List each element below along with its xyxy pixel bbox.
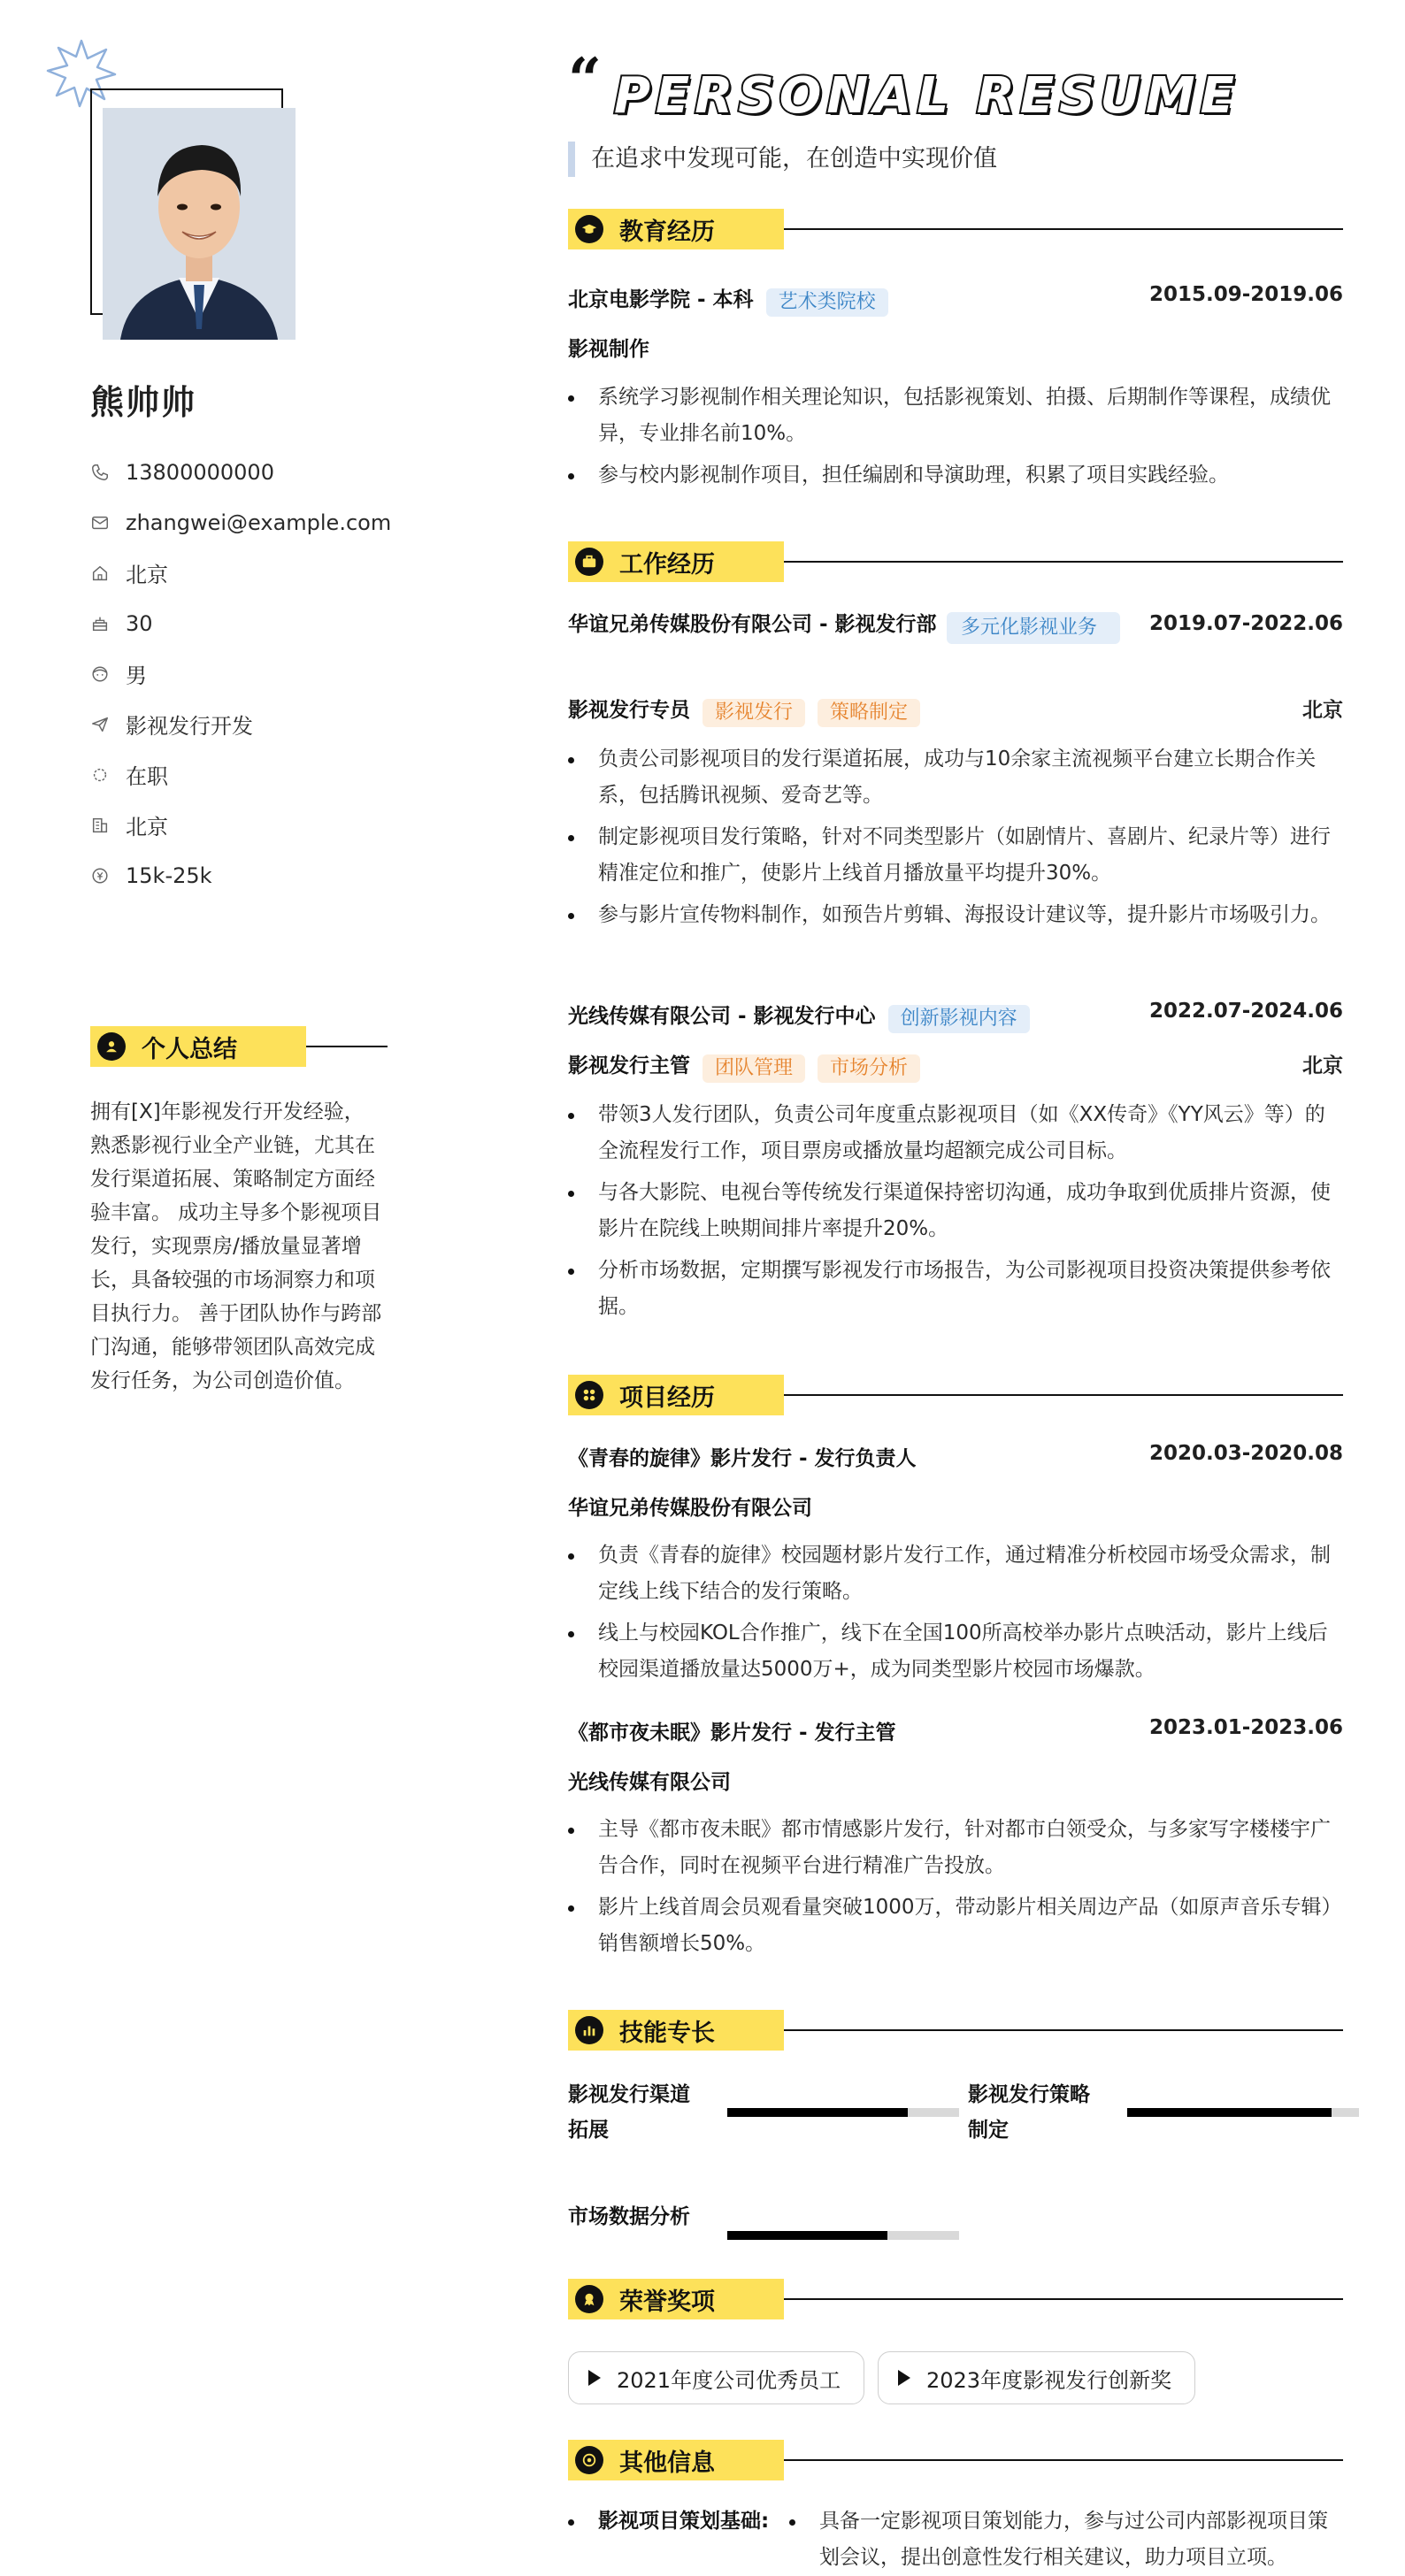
gender-icon [90, 664, 110, 684]
project-2-bullets [568, 1812, 1343, 1962]
work-section-header: 工作经历 [568, 541, 1343, 582]
award-chip: 2021年度公司优秀员工 [568, 2351, 864, 2404]
contact-salary: 15k-25k [90, 850, 391, 901]
project-name: 《都市夜未眠》影片发行 - 发行主管 [568, 1721, 896, 1744]
list-item: 系统学习影视制作相关理论知识，包括影视策划、拍摄、后期制作等课程，成绩优异，专业排名前10%。 [568, 380, 1343, 452]
skill-bar-fill [727, 2231, 887, 2240]
project-2-header [568, 1716, 1343, 1746]
divider [784, 2459, 1343, 2461]
other-info-key: 影视项目策划基础: [568, 2503, 789, 2576]
summary-section-header [90, 1026, 388, 1067]
skill-tag: 影视发行 [702, 699, 805, 727]
contact-age: 30 [90, 598, 391, 648]
summary-text: 拥有[X]年影视发行开发经验，熟悉影视行业全产业链，尤其在发行渠道拓展、策略制定方面经验丰富。 成功主导多个影视项目发行，实现票房/播放量显著增长，具备较强的市场洞察力和项目执行力。 善于团队协作与跨部门沟通，能够带领团队高效完成发行任务，为公司创造价值。 [90, 1100, 382, 1392]
skill-bar-fill [727, 2108, 908, 2117]
list-item: 线上与校园KOL合作推广，线下在全国100所高校举办影片点映活动，影片上线后校园渠道播放量达5000万+，成为同类型影片校园市场爆款。 [568, 1615, 1343, 1688]
company-tag: 多元化影视业务 [947, 612, 1120, 644]
contact-location: 北京 [90, 548, 391, 598]
home-icon [90, 564, 110, 583]
bar-chart-icon [575, 2016, 603, 2044]
project-name: 《青春的旋律》影片发行 - 发行负责人 [568, 1447, 917, 1470]
projects-section-header: 项目经历 [568, 1375, 1343, 1415]
skill-label: 影视发行策略制定 [968, 2083, 1090, 2142]
other-info-value: 具备一定影视项目策划能力，参与过公司内部影视项目策划会议，提出创意性发行相关建议，助力项目立项。 [789, 2503, 1347, 2576]
job-date: 2022.07-2024.06 [1148, 1000, 1343, 1023]
divider [784, 2298, 1343, 2300]
awards-section-header: 荣誉奖项 [568, 2279, 1343, 2319]
list-item: 影片上线首周会员观看量突破1000万，带动影片相关周边产品（如原声音乐专辑）销售额增长50%。 [568, 1890, 1343, 1962]
job-entry-2-role [568, 1049, 1343, 1079]
divider [784, 228, 1343, 230]
project-1-header [568, 1442, 1343, 1472]
graduation-cap-icon [575, 215, 603, 243]
age-icon [90, 614, 110, 633]
skills-section-header: 技能专长 [568, 2010, 1343, 2051]
list-item: 负责《青春的旋律》校园题材影片发行工作，通过精准分析校园市场受众需求，制定线上线下结合的发行策略。 [568, 1537, 1343, 1610]
contact-email: zhangwei@example.com [90, 497, 391, 548]
divider [306, 1046, 388, 1047]
project-1-bullets [568, 1537, 1343, 1688]
skill-bar [727, 2108, 959, 2117]
skill-bar [1127, 2108, 1359, 2117]
skill-bar [727, 2231, 959, 2240]
contact-job-intent: 影视发行开发 [90, 699, 391, 749]
job-city: 北京 [1302, 1054, 1343, 1077]
list-item: 参与影片宣传物料制作，如预告片剪辑、海报设计建议等，提升影片市场吸引力。 [568, 897, 1343, 933]
skill-label: 市场数据分析 [568, 2205, 690, 2228]
briefcase-icon [575, 548, 603, 576]
skill-tag: 团队管理 [702, 1054, 805, 1083]
job-city: 北京 [1302, 699, 1343, 722]
company-tag: 创新影视内容 [888, 1005, 1030, 1033]
job-2-bullets [568, 1097, 1343, 1325]
play-icon [898, 2370, 910, 2386]
list-item: 制定影视项目发行策略，针对不同类型影片（如剧情片、喜剧片、纪录片等）进行精准定位和推广，使影片上线首月播放量平均提升30%。 [568, 819, 1343, 892]
user-icon [97, 1032, 126, 1061]
grid-icon [575, 1381, 603, 1409]
candidate-name: 熊帅帅 [90, 383, 197, 422]
project-date: 2023.01-2023.06 [1148, 1716, 1343, 1739]
mail-icon [90, 513, 110, 533]
education-major: 影视制作 [568, 338, 649, 361]
divider [784, 561, 1343, 563]
city-icon [90, 816, 110, 835]
list-item: 主导《都市夜未眠》都市情感影片发行，针对都市白领受众，与多家写字楼楼宇广告合作，同时在视频平台进行精准广告投放。 [568, 1812, 1343, 1884]
school-tag: 艺术类院校 [766, 288, 888, 317]
tagline: 在追求中发现可能，在创造中实现价值 [568, 142, 997, 177]
company-name: 华谊兄弟传媒股份有限公司 - 影视发行部 [568, 613, 937, 636]
play-icon [588, 2370, 601, 2386]
other-info-row [568, 2503, 1347, 2576]
page-title: PERSONAL RESUME [613, 67, 1240, 125]
project-date: 2020.03-2020.08 [1148, 1442, 1343, 1465]
other-section-header: 其他信息 [568, 2440, 1343, 2480]
education-section-header: 教育经历 [568, 209, 1343, 249]
contact-phone: 13800000000 [90, 447, 391, 497]
contact-list [90, 447, 391, 901]
divider [784, 2029, 1343, 2031]
salary-icon [90, 866, 110, 886]
summary-title: 个人总结 [142, 1035, 237, 1063]
education-entry [568, 283, 1343, 313]
award-icon [575, 2285, 603, 2313]
skill-bar-fill [1127, 2108, 1332, 2117]
contact-gender: 男 [90, 648, 391, 699]
job-entry-2-header [568, 1000, 1343, 1030]
company-name: 光线传媒有限公司 - 影视发行中心 [568, 1005, 876, 1028]
list-item: 参与校内影视制作项目，担任编剧和导演助理，积累了项目实践经验。 [568, 457, 1343, 494]
list-item: 带领3人发行团队，负责公司年度重点影视项目（如《XX传奇》《YY风云》等）的全流程发行工作，项目票房或播放量均超额完成公司目标。 [568, 1097, 1343, 1169]
left-column [0, 0, 460, 2549]
job-1-bullets [568, 741, 1343, 933]
award-chip: 2023年度影视发行创新奖 [878, 2351, 1195, 2404]
school-name: 北京电影学院 - 本科 [568, 288, 754, 311]
avatar [103, 108, 296, 340]
job-title: 影视发行主管 [568, 1054, 690, 1077]
contact-status: 在职 [90, 749, 391, 800]
job-entry-1-header [568, 607, 1343, 678]
quote-mark: “ [568, 45, 602, 114]
skill-label: 影视发行渠道拓展 [568, 2083, 690, 2142]
phone-icon [90, 463, 110, 482]
education-date: 2015.09-2019.06 [1148, 283, 1343, 306]
skill-tag: 策略制定 [818, 699, 920, 727]
contact-city: 北京 [90, 800, 391, 850]
job-date: 2019.07-2022.06 [1148, 612, 1343, 635]
info-icon [575, 2446, 603, 2474]
job-entry-1-role [568, 694, 1343, 724]
project-org: 光线传媒有限公司 [568, 1771, 731, 1794]
status-icon [90, 765, 110, 785]
education-bullets [568, 380, 1343, 494]
resume-title [568, 45, 1240, 125]
list-item: 负责公司影视项目的发行渠道拓展，成功与10余家主流视频平台建立长期合作关系，包括腾讯视频、爱奇艺等。 [568, 741, 1343, 814]
job-title: 影视发行专员 [568, 699, 690, 722]
list-item: 分析市场数据，定期撰写影视发行市场报告，为公司影视项目投资决策提供参考依据。 [568, 1253, 1343, 1325]
send-icon [90, 715, 110, 734]
divider [784, 1394, 1343, 1396]
skill-tag: 市场分析 [818, 1054, 920, 1083]
project-org: 华谊兄弟传媒股份有限公司 [568, 1497, 812, 1520]
list-item: 与各大影院、电视台等传统发行渠道保持密切沟通，成功争取到优质排片资源，使影片在院线上映期间排片率提升20%。 [568, 1175, 1343, 1247]
